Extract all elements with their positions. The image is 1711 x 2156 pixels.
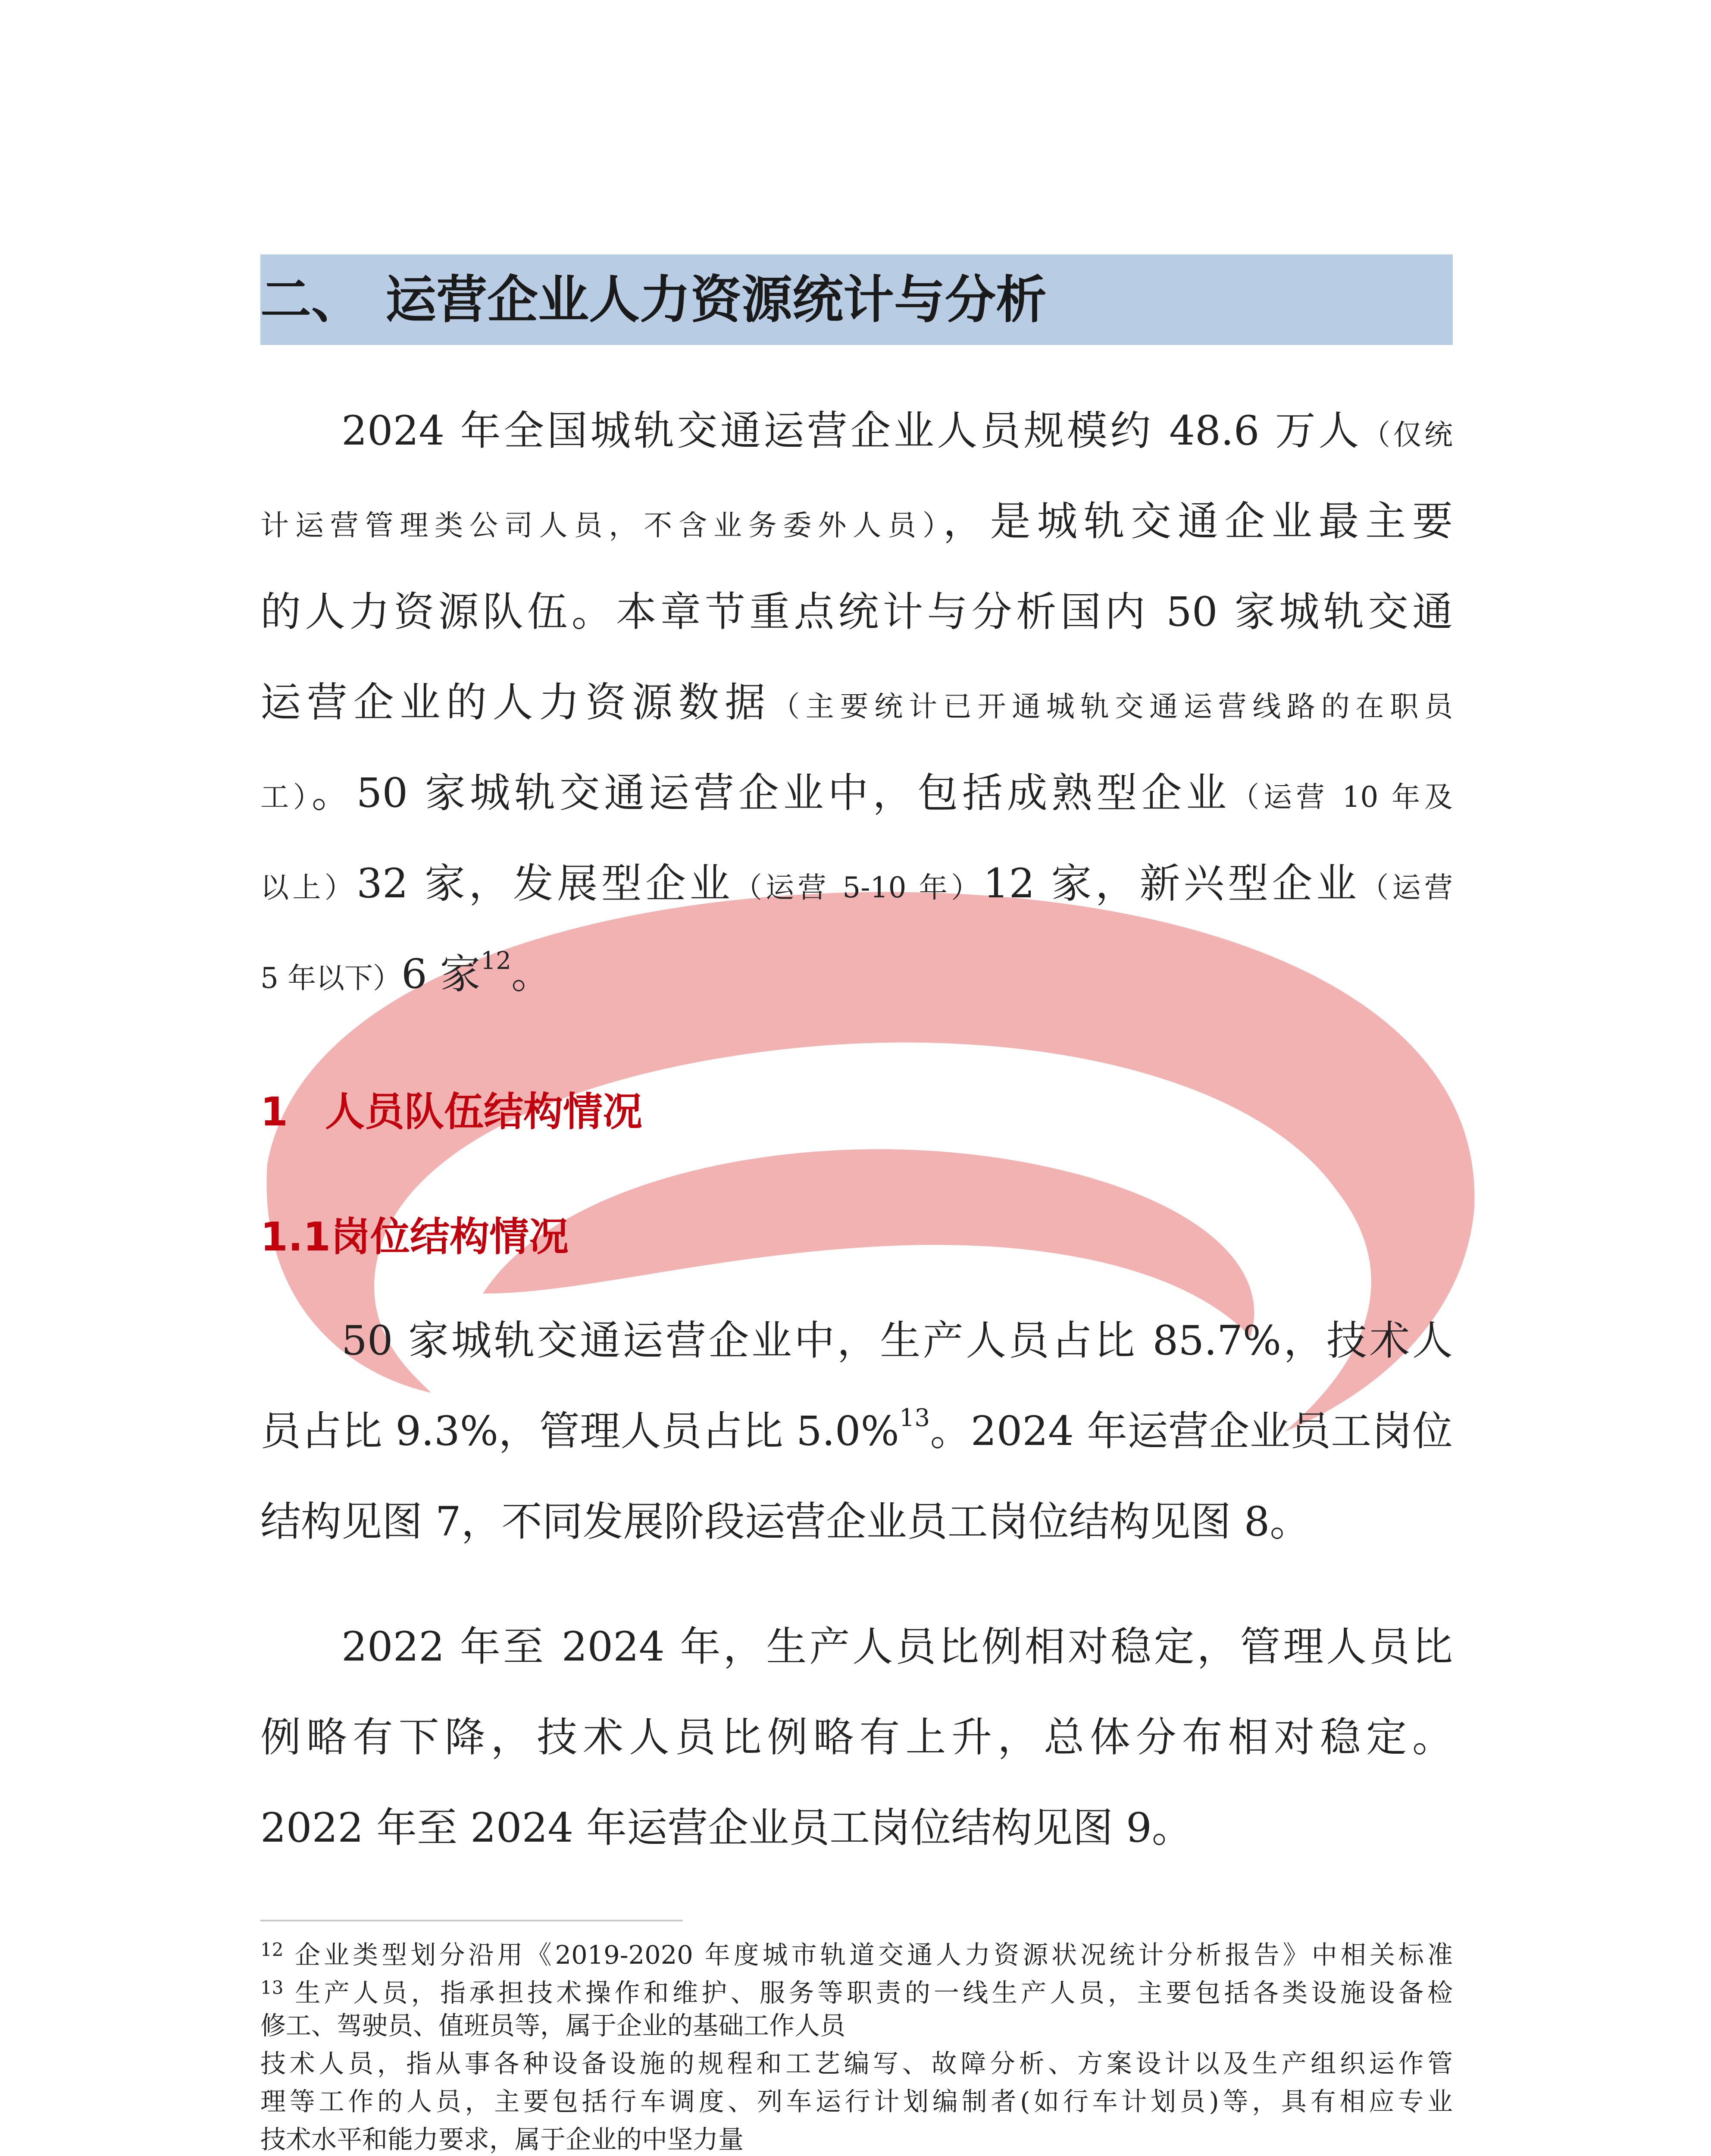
text-line: 计运营管理类公司人员，不含业务委外人员），是城轨交通企业最主要	[260, 498, 1453, 545]
section-title-text: 运营企业人力资源统计与分析	[385, 270, 1047, 329]
footnote-ref-13: 13	[899, 1404, 930, 1432]
intro-paragraph	[260, 386, 1453, 1020]
text-line: 员占比 9.3%，管理人员占比 5.0%$^{13}$。2024 年运营企业员工岗位	[260, 1404, 1453, 1455]
footnote-ref-12: 12	[480, 947, 511, 975]
text-line: 例略有下降，技术人员比例略有上升，总体分布相对稳定。	[260, 1714, 1453, 1761]
text-line: 2022 年至 2024 年，生产人员比例相对稳定，管理人员比	[341, 1623, 1453, 1670]
text-line: 5 年以下）6 家$^{12}$。	[260, 947, 552, 998]
text-line: 的人力资源队伍。本章节重点统计与分析国内 50 家城轨交通	[260, 589, 1453, 636]
footnote-line: 修工、驾驶员、值班员等，属于企业的基础工作人员	[260, 2011, 846, 2040]
footnote-line: 技术水平和能力要求，属于企业的中坚力量	[260, 2125, 744, 2154]
footnotes	[260, 1931, 1453, 2156]
structure-paragraph	[260, 1296, 1453, 1567]
footnote-line: 理等工作的人员，主要包括行车调度、列车运行计划编制者(如行车计划员)等，具有相应专业	[260, 2087, 1453, 2116]
footnote-12: 12 企业类型划分沿用《2019-2020 年度城市轨道交通人力资源状况统计分析报告》中相关标准	[260, 1939, 1453, 1970]
heading-level-2: 1.1岗位结构情况	[260, 1214, 569, 1260]
footnote-line: 技术人员，指从事各种设备设施的规程和工艺编写、故障分析、方案设计以及生产组织运作管	[260, 2049, 1453, 2078]
footnote-divider	[260, 1920, 683, 1921]
trend-paragraph	[260, 1602, 1453, 1874]
section-number: 二、	[260, 270, 363, 329]
text-line: 2024 年全国城轨交通运营企业人员规模约 48.6 万人（仅统	[341, 407, 1453, 454]
footnote-13: 13 生产人员，指承担技术操作和维护、服务等职责的一线生产人员，主要包括各类设施设备检	[260, 1977, 1453, 2008]
text-line: 结构见图 7，不同发展阶段运营企业员工岗位结构见图 8。	[260, 1498, 1311, 1545]
text-line: 以上）32 家，发展型企业（运营 5-10 年）12 家，新兴型企业（运营	[260, 860, 1453, 907]
text-line: 工）。50 家城轨交通运营企业中，包括成熟型企业（运营 10 年及	[260, 770, 1453, 817]
section-title	[260, 254, 1047, 345]
heading-level-1: 1 人员队伍结构情况	[260, 1089, 643, 1135]
text-line: 运营企业的人力资源数据（主要统计已开通城轨交通运营线路的在职员	[260, 679, 1453, 726]
text-line: 2022 年至 2024 年运营企业员工岗位结构见图 9。	[260, 1805, 1192, 1852]
text-line: 50 家城轨交通运营企业中，生产人员占比 85.7%，技术人	[341, 1317, 1453, 1364]
